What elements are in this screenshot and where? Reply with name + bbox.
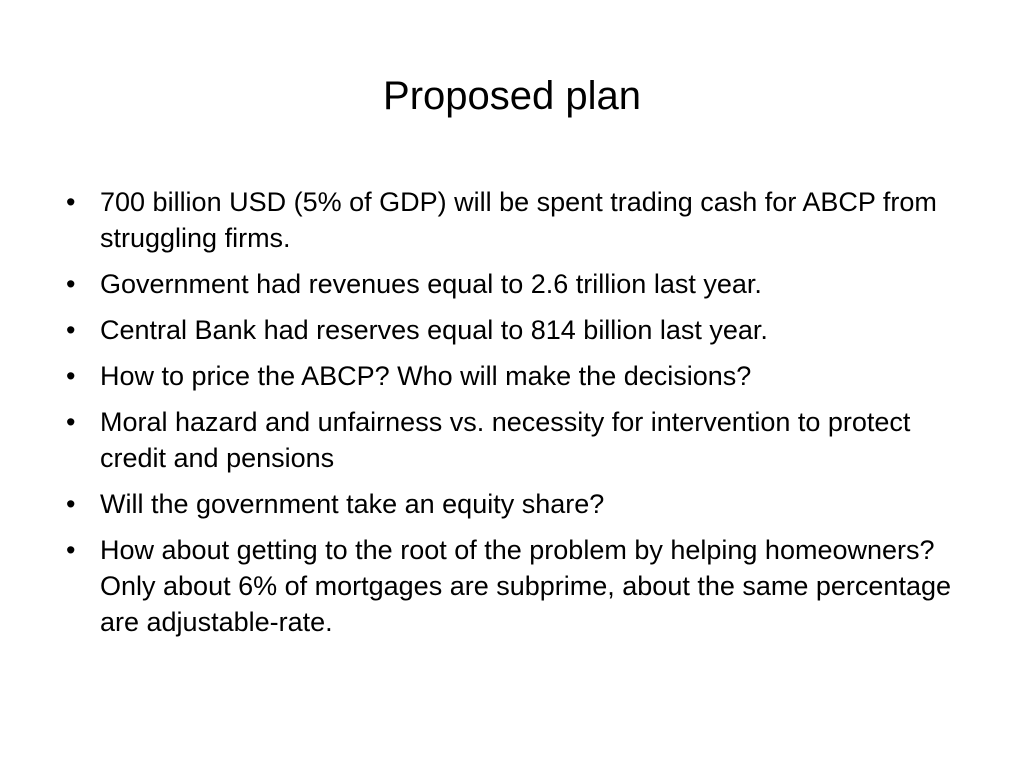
- bullet-text: 700 billion USD (5% of GDP) will be spent trading cash for ABCP from struggling firms.: [100, 187, 937, 253]
- bullet-list: [66, 184, 966, 650]
- bullet-text: How about getting to the root of the problem by helping homeowners? Only about 6% of mortgages are subprime, about the same percentage are adjustable-rate.: [100, 535, 952, 637]
- bullet-text: Government had revenues equal to 2.6 trillion last year.: [100, 269, 762, 299]
- bullet-item: [66, 312, 966, 348]
- bullet-marker: •: [66, 361, 76, 391]
- bullet-marker: •: [66, 407, 76, 437]
- slide-title: Proposed plan: [383, 74, 641, 118]
- bullet-item: [66, 486, 966, 522]
- bullet-text: How to price the ABCP? Who will make the decisions?: [100, 361, 752, 391]
- bullet-text: Will the government take an equity share?: [100, 489, 605, 519]
- bullet-marker: •: [66, 489, 76, 519]
- bullet-item: [66, 358, 966, 394]
- bullet-marker: •: [66, 535, 76, 565]
- bullet-marker: •: [66, 187, 76, 217]
- bullet-text: Moral hazard and unfairness vs. necessity for intervention to protect credit and pensions: [100, 407, 911, 473]
- bullet-marker: •: [66, 269, 76, 299]
- bullet-item: [66, 184, 966, 256]
- bullet-marker: •: [66, 315, 76, 345]
- bullet-text: Central Bank had reserves equal to 814 billion last year.: [100, 315, 768, 345]
- bullet-item: [66, 404, 966, 476]
- bullet-item: [66, 532, 966, 640]
- bullet-item: [66, 266, 966, 302]
